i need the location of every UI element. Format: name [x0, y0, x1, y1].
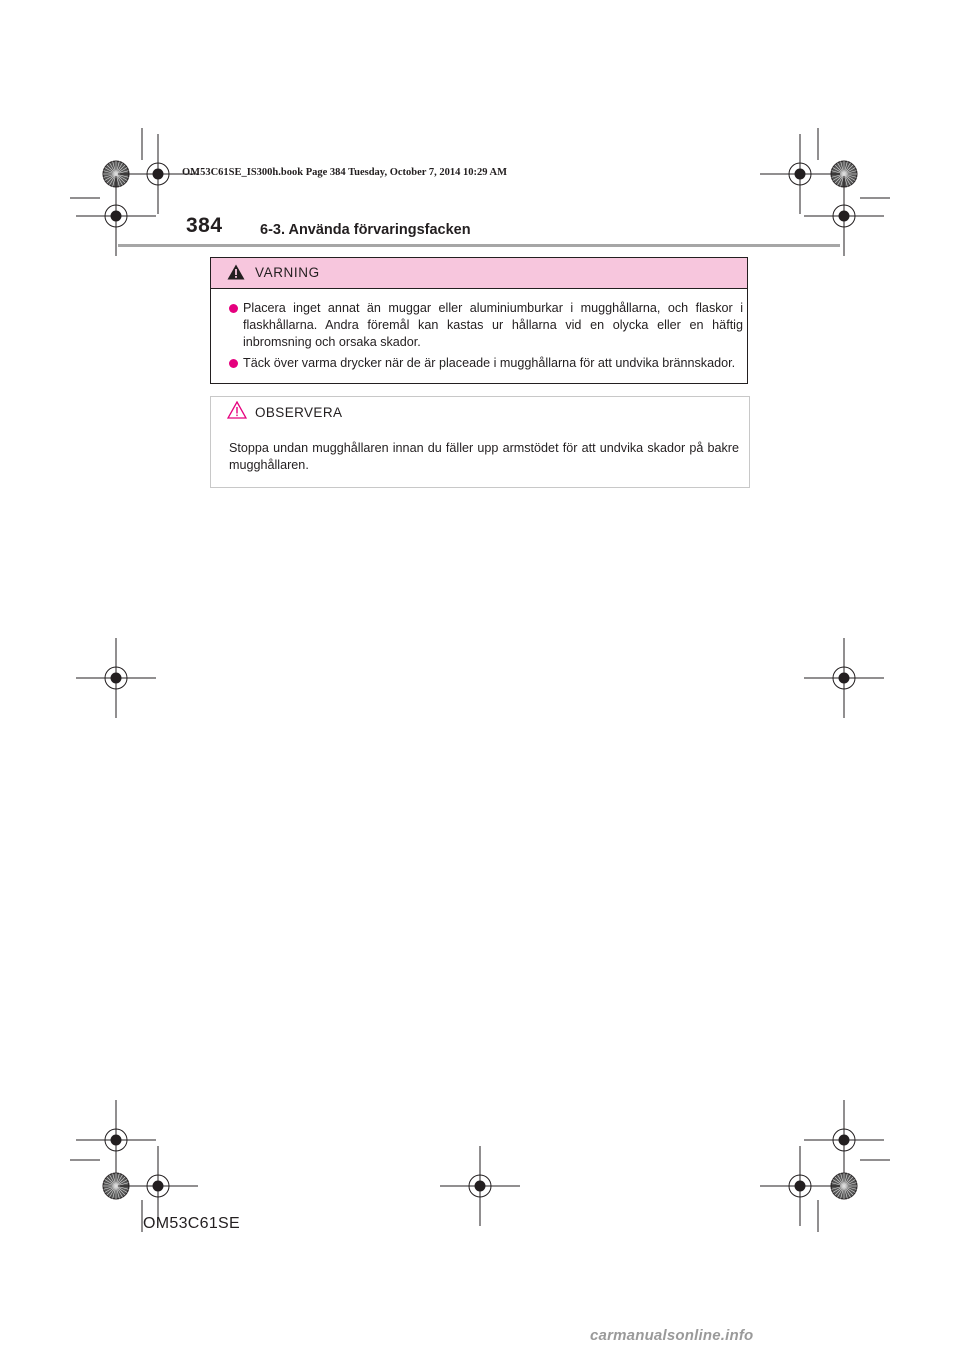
warning-header	[211, 258, 747, 289]
warning-bullet-text: Täck över varma drycker när de är placeade i mugghållarna för att undvika brännskador.	[243, 356, 736, 370]
registration-target-icon	[440, 1146, 520, 1226]
warning-triangle-icon	[227, 264, 245, 280]
caution-triangle-icon	[227, 401, 247, 419]
document-code: OM53C61SE	[143, 1215, 240, 1232]
notice-label: OBSERVERA	[255, 405, 343, 420]
registration-target-icon	[804, 638, 884, 718]
registration-target-icon	[76, 1100, 156, 1180]
warning-bullet-text: Placera inget annat än muggar eller aluminiumburkar i mugghållarna, och flaskor i flaskhållarna. Andra föremål kan kastas ur hållarna vid en olycka eller en häftig inbromsning och orsaka skador.	[243, 301, 743, 349]
registration-target-icon	[804, 1100, 884, 1180]
section-title: 6-3. Använda förvaringsfacken	[260, 222, 471, 238]
file-stamp: OM53C61SE_IS300h.book Page 384 Tuesday, October 7, 2014 10:29 AM	[182, 167, 508, 178]
registration-target-icon	[76, 638, 156, 718]
registration-target-icon	[760, 134, 840, 214]
warning-bullet-1	[229, 300, 743, 351]
registration-target-icon	[118, 1146, 198, 1226]
warning-label: VARNING	[255, 265, 320, 280]
registration-target-icon	[760, 1146, 840, 1226]
warning-bullet-2	[229, 355, 743, 372]
bullet-dot-icon	[229, 304, 238, 313]
watermark: carmanualsonline.info	[590, 1327, 754, 1344]
header-rule	[118, 244, 840, 247]
warning-box	[210, 257, 748, 384]
notice-body: Stoppa undan mugghållaren innan du fäller upp armstödet för att undvika skador på bakre mugghållaren.	[229, 441, 739, 472]
bullet-dot-icon	[229, 359, 238, 368]
notice-box	[210, 396, 750, 488]
page-number: 384	[186, 214, 223, 237]
